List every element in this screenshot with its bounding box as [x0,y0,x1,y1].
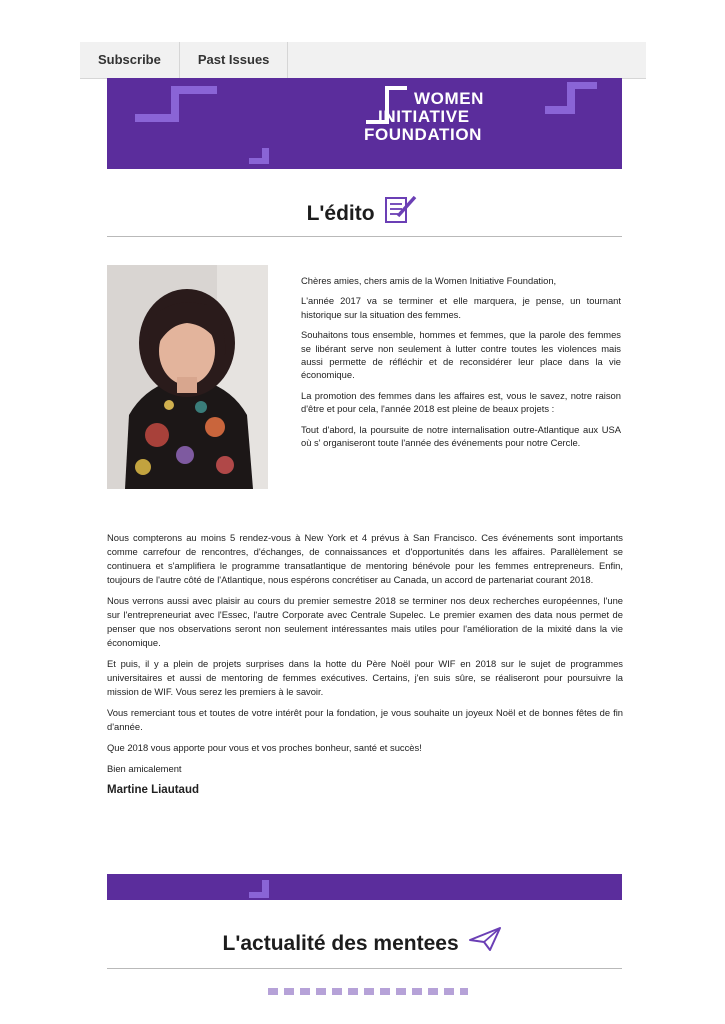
edito-heading [0,194,725,226]
foundation-logo [364,90,484,144]
logo-line: FOUNDATION [364,125,483,144]
portrait-illustration [107,265,268,489]
intro-paragraph: L'année 2017 va se terminer et elle marquera, je pense, un tournant historique sur la situation des femmes. [301,295,621,320]
body-paragraph: Nous compterons au moins 5 rendez-vous à New York et 4 prévus à San Francisco. Ces événements sont importants comme carrefour de rencontres, d'échanges, de connaissances et d'opportunités dans les affaires. Parallèlement se continuera et s'amplifiera le programme transatlantique de mentoring bénévole pour les femmes entrepreneurs. Enfin, toujours de l'autre côté de l'Atlantique, nous espérons concrétiser au Canada, un accord de partenariat courant 2018. [107,532,623,585]
body-paragraph: Vous remerciant tous et toutes de votre intérêt pour la fondation, je vous souhaite un joyeux Noël et de bonnes fêtes de fin d'année. [107,707,623,732]
body-paragraph: Que 2018 vous apporte pour vous et vos proches bonheur, santé et succès! [107,742,422,753]
section-band [107,874,622,900]
author-portrait [107,265,268,489]
body-paragraph: Et puis, il y a plein de projets surprises dans la hotte du Père Noël pour WIF en 2018 sur le sujet de programmes universitaires et aussi de mentoring de femmes exécutives. Certains, j'en suis sûre, se réaliseront pour poursuivre la mission de WIF. Vous serez les premiers à le savoir. [107,658,623,697]
banner-decoration [567,82,597,89]
archive-nav-bar [80,42,646,79]
logo-line: INITIATIVE [378,107,470,126]
mentees-heading [0,926,725,956]
intro-paragraph: Souhaitons tous ensemble, hommes et femmes, que la parole des femmes se libérant serve non seulement à lutter contre toutes les violences mais aussi permette de réfléchir et de reconsidérer leur place dans la vie économique. [301,329,621,381]
body-paragraph: Bien amicalement [107,763,182,774]
logo-line: WOMEN [414,89,485,108]
banner-decoration [171,86,217,94]
body-paragraph: Nous verrons aussi avec plaisir au cours du premier semestre 2018 se terminer nos deux recherches européennes, l'une sur l'entrepreneuriat avec l'Essec, l'autre Corporate avec Centrale Supelec. Le premier examen des data nous permet de penser que nos observations seront non seulement intéressantes mais utiles pour l'amélioration de la mixité dans la vie économique. [107,595,623,648]
past-issues-tab[interactable]: Past Issues [180,42,289,78]
notepad-pencil-icon [384,194,418,224]
edito-intro [301,274,621,456]
paper-plane-icon [468,926,502,952]
cropped-heading-fragment [268,985,468,995]
section-divider [107,236,622,237]
subscribe-tab[interactable]: Subscribe [80,42,180,78]
banner-decoration [262,148,269,164]
edito-title: L'édito [306,202,375,225]
edito-body [107,531,623,797]
intro-paragraph: Chères amies, chers amis de la Women Initiative Foundation, [301,275,557,286]
section-divider [107,968,622,969]
mentees-title: L'actualité des mentees [222,932,459,955]
intro-paragraph: La promotion des femmes dans les affaires est, vous le savez, notre raison d'être et pour cela, l'année 2018 est pleine de beaux projets : [301,389,621,415]
signature: Martine Liautaud [107,784,200,796]
intro-paragraph: Tout d'abord, la poursuite de notre internalisation outre-Atlantique aux USA où s' organiseront toute l'année des événements pour notre Cercle. [301,423,621,449]
band-decoration [262,880,269,898]
